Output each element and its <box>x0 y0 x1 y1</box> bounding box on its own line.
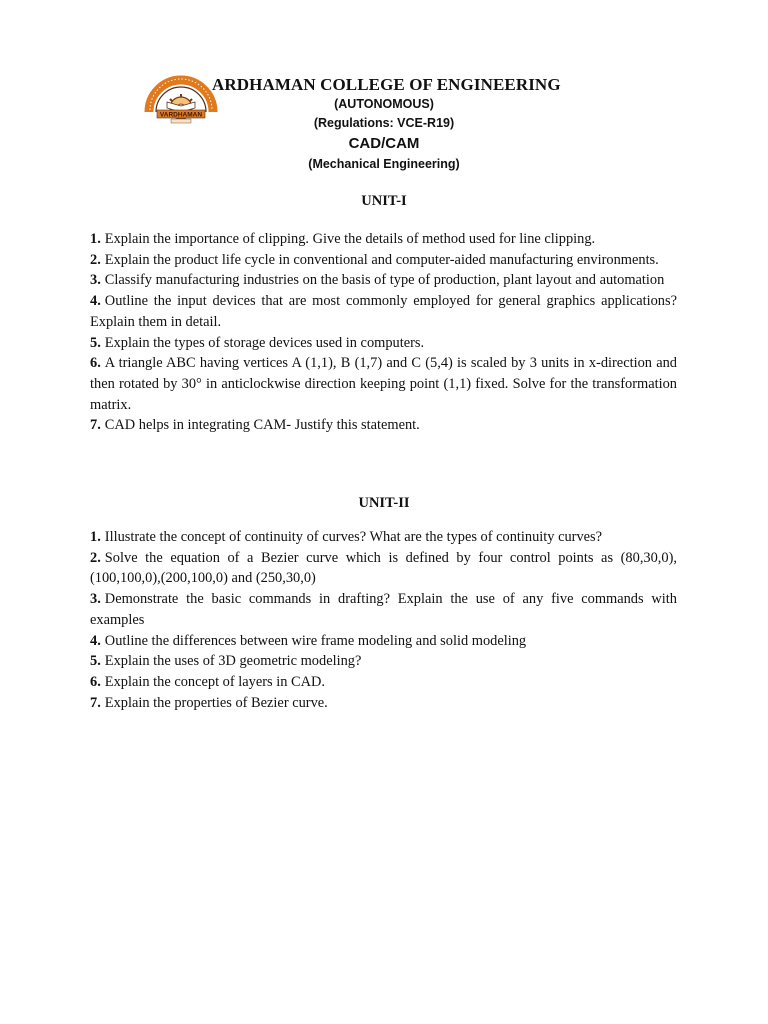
logo-lettering: VARDHAMAN <box>159 111 203 119</box>
question-number: 7. <box>90 417 101 434</box>
question-item <box>90 333 677 354</box>
unit-1-heading: UNIT-I <box>361 193 407 209</box>
question-text: Illustrate the concept of continuity of curves? What are the types of continuity curves? <box>104 529 603 545</box>
question-text: Outline the differences between wire frame modeling and solid modeling <box>104 632 527 649</box>
question-text: Explain the uses of 3D geometric modeling? <box>104 653 362 670</box>
question-number: 1. <box>90 231 101 247</box>
question-text: Demonstrate the basic commands in drafting? Explain the use of any five commands with examples <box>90 591 677 628</box>
question-item <box>90 589 677 630</box>
unit-1-question-list <box>90 229 677 436</box>
question-text: CAD helps in integrating CAM- Justify this statement. <box>104 417 420 434</box>
question-item <box>90 270 677 291</box>
question-item <box>90 693 677 714</box>
question-number: 1. <box>90 529 101 545</box>
unit-2-question-list <box>90 527 677 713</box>
question-number: 5. <box>90 334 101 351</box>
question-item <box>90 651 677 672</box>
question-number: 4. <box>90 632 101 649</box>
question-text: Explain the types of storage devices used in computers. <box>104 334 425 351</box>
unit-2-heading: UNIT-II <box>358 495 410 511</box>
question-number: 6. <box>90 355 101 372</box>
question-number: 2. <box>90 251 101 268</box>
subject-title: CAD/CAM <box>348 135 420 152</box>
question-text: Outline the input devices that are most commonly employed for general graphics applications? Explain them in detail. <box>90 293 677 330</box>
question-item <box>90 548 677 589</box>
question-item <box>90 527 677 548</box>
question-item <box>90 353 677 415</box>
question-text: Explain the properties of Bezier curve. <box>104 694 328 711</box>
question-item <box>90 631 677 652</box>
department-label: (Mechanical Engineering) <box>308 157 460 171</box>
question-text: Solve the equation of a Bezier curve which is defined by four control points as (80,30,0), (100,100,0),(200,100,0) and (250,30,0) <box>90 549 677 587</box>
question-text: Explain the product life cycle in conventional and computer-aided manufacturing environments. <box>104 251 659 268</box>
question-text: A triangle ABC having vertices A (1,1), B (1,7) and C (5,4) is scaled by 3 units in x-direction and then rotated by 30° in anticlockwise direction keeping point (1,1) fixed. Solve for the transformation matrix. <box>90 355 677 413</box>
question-text: Explain the concept of layers in CAD. <box>104 673 325 690</box>
autonomous-label: (AUTONOMOUS) <box>334 97 434 111</box>
question-item <box>90 415 677 436</box>
document-header <box>0 72 768 182</box>
question-number: 2. <box>90 549 101 566</box>
question-number: 6. <box>90 673 101 690</box>
question-number: 3. <box>90 272 101 289</box>
question-number: 4. <box>90 293 101 310</box>
question-text: Explain the importance of clipping. Give the details of method used for line clipping. <box>104 231 596 247</box>
question-item <box>90 229 677 250</box>
question-number: 5. <box>90 653 101 670</box>
college-name: ARDHAMAN COLLEGE OF ENGINEERING <box>212 75 561 94</box>
question-text: Classify manufacturing industries on the basis of type of production, plant layout and automation <box>104 272 665 289</box>
question-item <box>90 672 677 693</box>
question-number: 3. <box>90 591 101 608</box>
question-item <box>90 291 677 332</box>
question-item <box>90 250 677 271</box>
question-number: 7. <box>90 694 101 711</box>
regulations-label: (Regulations: VCE-R19) <box>313 116 455 130</box>
